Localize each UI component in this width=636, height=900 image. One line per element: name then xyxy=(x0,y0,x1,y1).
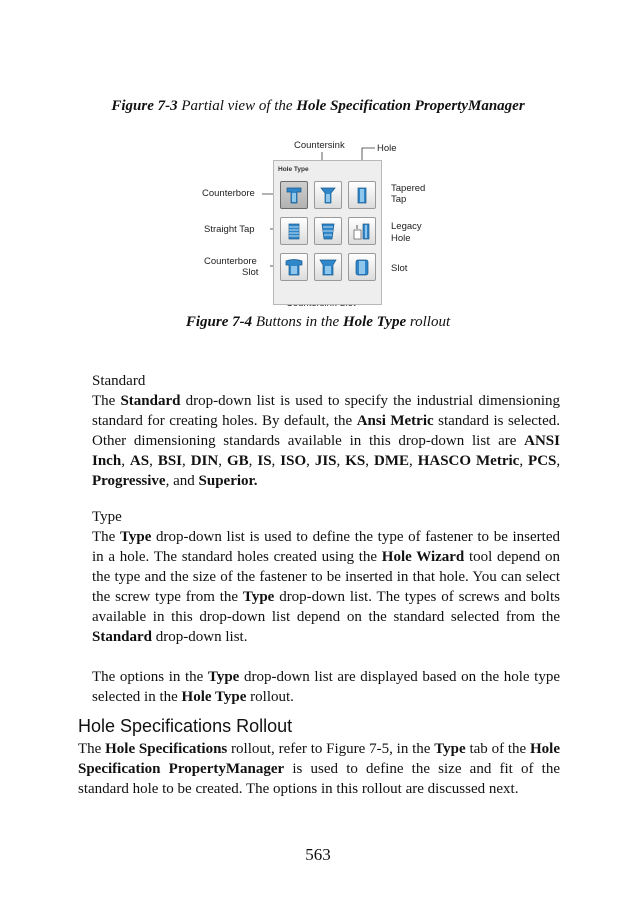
hole-button[interactable] xyxy=(348,181,376,209)
hole-specifications-heading: Hole Specifications Rollout xyxy=(78,716,293,736)
figure-7-4-caption xyxy=(0,313,636,331)
label-counterbore: Counterbore xyxy=(202,188,255,199)
label-straight-tap: Straight Tap xyxy=(204,224,255,235)
label-counterbore-slot-line1: Counterbore xyxy=(204,256,257,267)
counterbore-button[interactable] xyxy=(280,181,308,209)
label-tapered-line1: Tapered xyxy=(391,183,426,194)
legacy-hole-icon xyxy=(352,221,372,241)
slot-button[interactable] xyxy=(348,253,376,281)
type-heading: Type xyxy=(92,509,122,525)
label-countersink: Countersink xyxy=(294,140,345,151)
type-paragraph-1: The Type drop-down list is used to define the type of fastener to be inserted in a hole. The standard holes created using the Hole Wizard tool depend on the type and the size of the fastener to be inserted in that hole. You can select the screw type from the Type drop-down list. The types of screws and bolts available in this drop-down list depend on the standard selected from the Standard drop-down list. xyxy=(92,529,560,645)
label-counterbore-slot-line2: Slot xyxy=(242,267,259,278)
label-hole: Hole xyxy=(377,143,397,154)
hole-type-figure xyxy=(200,140,440,310)
hole-icon xyxy=(352,185,372,205)
figure-7-4-suffix: rollout xyxy=(406,314,451,330)
straight-tap-button[interactable] xyxy=(280,217,308,245)
figure-7-4-label: Figure 7-4 xyxy=(185,314,253,330)
tapered-tap-button[interactable] xyxy=(314,217,342,245)
type-section xyxy=(92,507,560,707)
hole-type-panel-title: Hole Type xyxy=(278,166,309,173)
tapered-tap-icon xyxy=(318,221,338,241)
figure-7-4-bold: Hole Type xyxy=(342,314,407,330)
counterbore-icon xyxy=(284,185,304,205)
countersink-slot-icon xyxy=(318,257,338,277)
standard-heading: Standard xyxy=(92,373,146,389)
straight-tap-icon xyxy=(284,221,304,241)
countersink-icon xyxy=(318,185,338,205)
label-tapered-line2: Tap xyxy=(391,194,407,205)
label-legacy-line1: Legacy xyxy=(391,221,422,232)
label-slot: Slot xyxy=(391,263,408,274)
figure-7-3-bold: Hole Specification PropertyManager xyxy=(296,98,525,114)
type-paragraph-2: The options in the Type drop-down list are displayed based on the hole type selected in the Hole Type rollout. xyxy=(92,669,560,705)
countersink-button[interactable] xyxy=(314,181,342,209)
hole-specifications-paragraph: The Hole Specifications rollout, refer to Figure 7-5, in the Type tab of the Hole Specification PropertyManager is used to define the size and fit of the standard hole to be created. The options in this rollout are discussed next. xyxy=(78,741,560,797)
counterbore-slot-icon xyxy=(284,257,304,277)
page-number: 563 xyxy=(305,845,331,864)
standard-paragraph: The Standard drop-down list is used to specify the industrial dimensioning standard for creating holes. By default, the Ansi Metric standard is selected. Other dimensioning standards available in this drop-down list are ANSI Inch, AS, BSI, DIN, GB, IS, ISO, JIS, KS, DME, HASCO Metric, PCS, Progressive, and Superior. xyxy=(92,393,561,489)
figure-7-3-caption xyxy=(0,97,636,115)
countersink-slot-button[interactable] xyxy=(314,253,342,281)
figure-7-3-text: Partial view of the xyxy=(177,98,297,114)
hole-type-panel xyxy=(273,160,382,305)
counterbore-slot-button[interactable] xyxy=(280,253,308,281)
label-legacy-line2: Hole xyxy=(391,233,411,244)
legacy-hole-button[interactable] xyxy=(348,217,376,245)
figure-7-3-label: Figure 7-3 xyxy=(111,98,178,114)
slot-icon xyxy=(352,257,372,277)
standard-section xyxy=(92,371,560,491)
figure-7-4-text: Buttons in the xyxy=(252,314,343,330)
